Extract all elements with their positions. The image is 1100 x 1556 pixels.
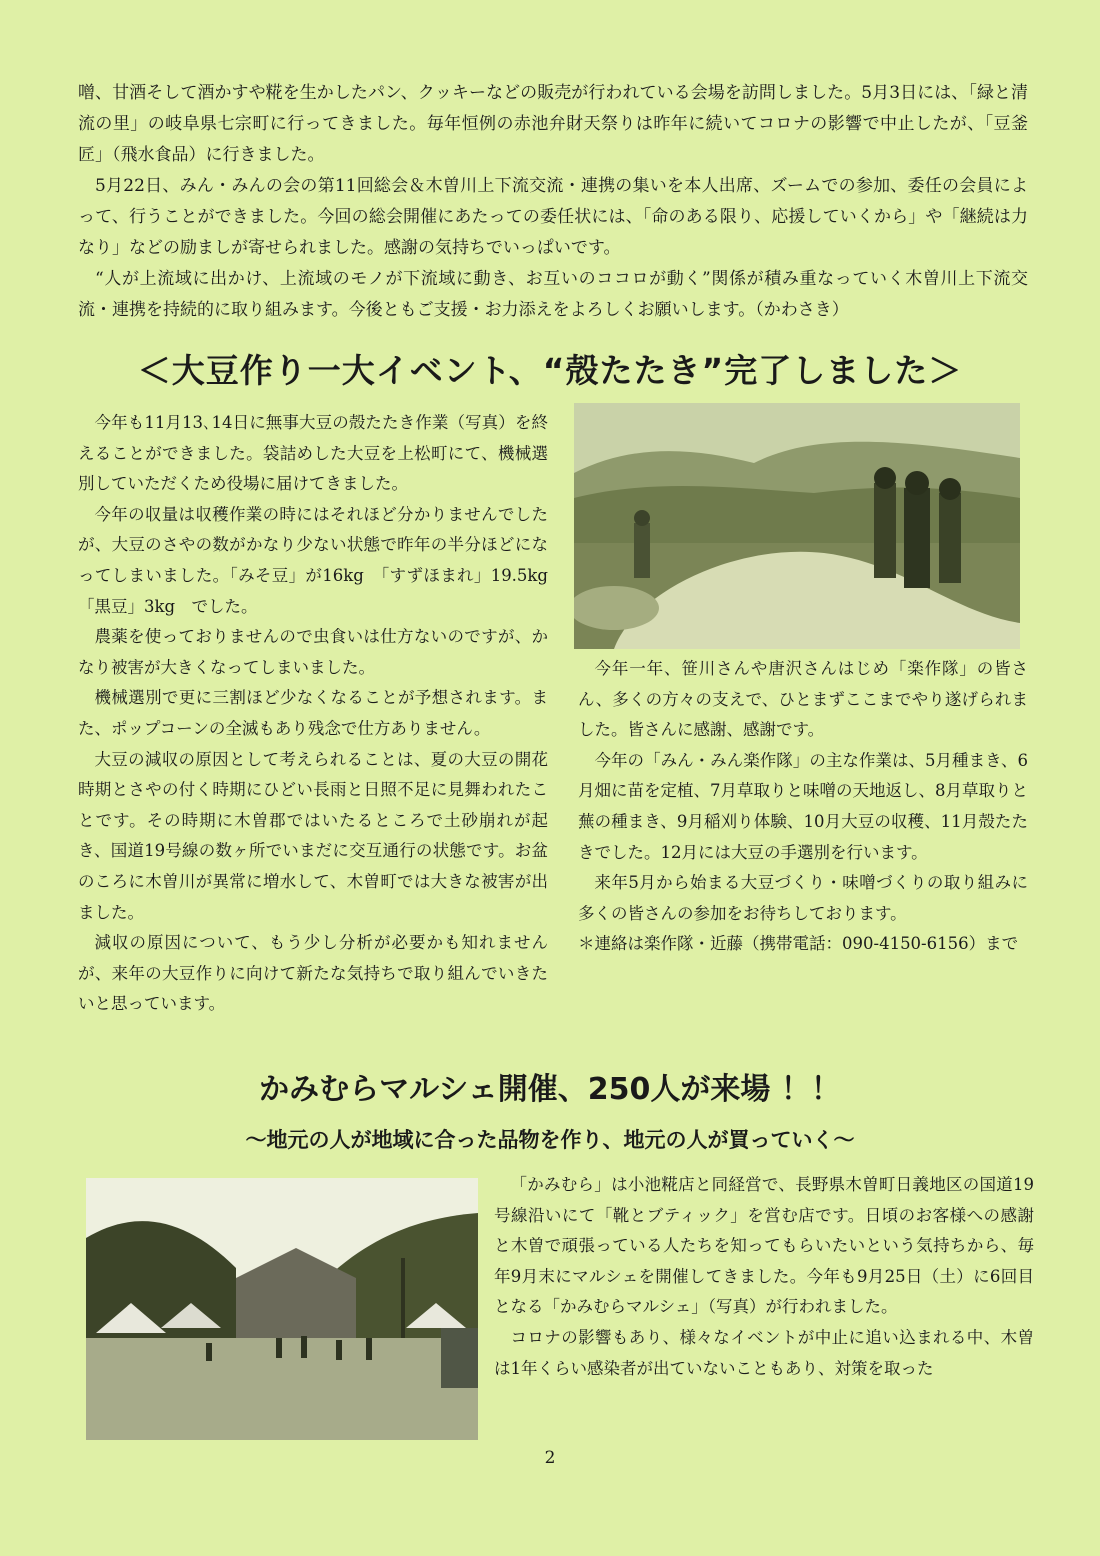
soybean-paragraph-6: 減収の原因について、もう少し分析が必要かも知れませんが、来年の大豆作りに向けて新たな気持ちで取り組んでいきたいと思っています。 (78, 933, 548, 1014)
marche-subtitle: ～地元の人が地域に合った品物を作り、地元の人が買っていく～ (245, 1128, 855, 1152)
soybean-paragraph-4: 機械選別で更に三割ほど少なくなることが予想されます。また、ポップコーンの全滅もあり残念で仕方ありません。 (78, 688, 548, 738)
intro-text (78, 78, 1028, 326)
soybean-right-paragraph-2: 今年の「みん・みん楽作隊」の主な作業は、5月種まき、6月畑に苗を定植、7月草取りと味噌の天地返し、8月草取りと蕪の種まき、9月稲刈り体験、10月大豆の収穫、11月殻たたきでした。12月には大豆の手選別を行います。 (578, 750, 1028, 862)
marche-heading: かみむらマルシェ開催、250人が来場 ！！ (259, 1072, 841, 1107)
soybean-right-paragraph-1: 今年一年、笹川さんや唐沢さんはじめ「楽作隊」の皆さん、多くの方々の支えで、ひとまずここまでやり遂げられました。皆さんに感謝、感謝です。 (578, 659, 1028, 740)
intro-paragraph-1: 噌、甘酒そして酒かすや糀を生かしたパン、クッキーなどの販売が行われている会場を訪問しました。5月3日には、「緑と清流の里」の岐阜県七宗町に行ってきました。毎年恒例の赤池弁財天祭りは昨年に続いてコロナの影響で中止したが、「豆釜匠」（飛水食品）に行きました。 (78, 83, 1028, 165)
marche-paragraph-2: コロナの影響もあり、様々なイベントが中止に追い込まれる中、木曽は1年くらい感染者が出ていないこともあり、対策を取った (494, 1327, 1034, 1378)
soybean-paragraph-3: 農薬を使っておりませんので虫食いは仕方ないのですが、かなり被害が大きくなってしまいました。 (78, 627, 548, 677)
marche-photo (86, 1178, 478, 1440)
soybean-event-heading: ＜大豆作り一大イベント、“殻たたき”完了しました＞ (137, 351, 963, 390)
marche-paragraph-1: 「かみむら」は小池糀店と同経営で、長野県木曽町日義地区の国道19号線沿いにて「靴とブティック」を営む店です。日頃のお客様への感謝と木曽で頑張っている人たちを知ってもらいたいという気持ちから、毎年9月末にマルシェを開催してきました。今年も9月25日（土）に6回目となる「かみむらマルシェ」（写真）が行われました。 (494, 1175, 1034, 1317)
threshing-photo-drawing (574, 403, 1020, 649)
page-number: 2 (544, 1448, 556, 1468)
threshing-photo (574, 403, 1020, 649)
contact-info: ＊連絡は楽作隊・近藤（携帯電話：090-4150-6156）まで (578, 934, 1019, 954)
intro-paragraph-3: “人が上流域に出かけ、上流域のモノが下流域に動き、お互いのココロが動く”関係が積み重なっていく木曽川上下流交流・連携を持続的に取り組みます。今後ともご支援・お力添えをよろしくお願いします。（かわさき） (78, 269, 1028, 320)
soybean-paragraph-2: 今年の収量は収穫作業の時にはそれほど分かりませんでしたが、大豆のさやの数がかなり少ない状態で昨年の半分ほどになってしまいました。「みそ豆」が16kg 「すずほまれ」19.5kg 「黒豆」3kg でした。 (78, 504, 565, 616)
soybean-left-column (78, 408, 565, 1020)
soybean-right-column (578, 654, 1028, 960)
intro-paragraph-2: 5月22日、みん・みんの会の第11回総会＆木曽川上下流交流・連携の集いを本人出席、ズームでの参加、委任の会員によって、行うことができました。今回の総会開催にあたっての委任状には、「命のある限り、応援していくから」や「継続は力なり」などの励ましが寄せられました。感謝の気持ちでいっぱいです。 (78, 176, 1028, 258)
soybean-paragraph-1: 今年も11月13､14日に無事大豆の殻たたき作業（写真）を終えることができました。袋詰めした大豆を上松町にて、機械選別していただくため役場に届けてきました。 (78, 413, 548, 494)
soybean-paragraph-5: 大豆の減収の原因として考えられることは、夏の大豆の開花時期とさやの付く時期にひどい長雨と日照不足に見舞われたことです。その時期に木曽郡ではいたるところで土砂崩れが起き、国道19号線の数ヶ所でいまだに交互通行の状態です。お盆のころに木曽川が異常に増水して、木曽町では大きな被害が出ました。 (78, 749, 548, 922)
marche-text (494, 1170, 1034, 1384)
soybean-right-paragraph-3: 来年5月から始まる大豆づくり・味噌づくりの取り組みに多くの皆さんの参加をお待ちしております。 (578, 873, 1028, 923)
marche-photo-drawing (86, 1178, 478, 1440)
